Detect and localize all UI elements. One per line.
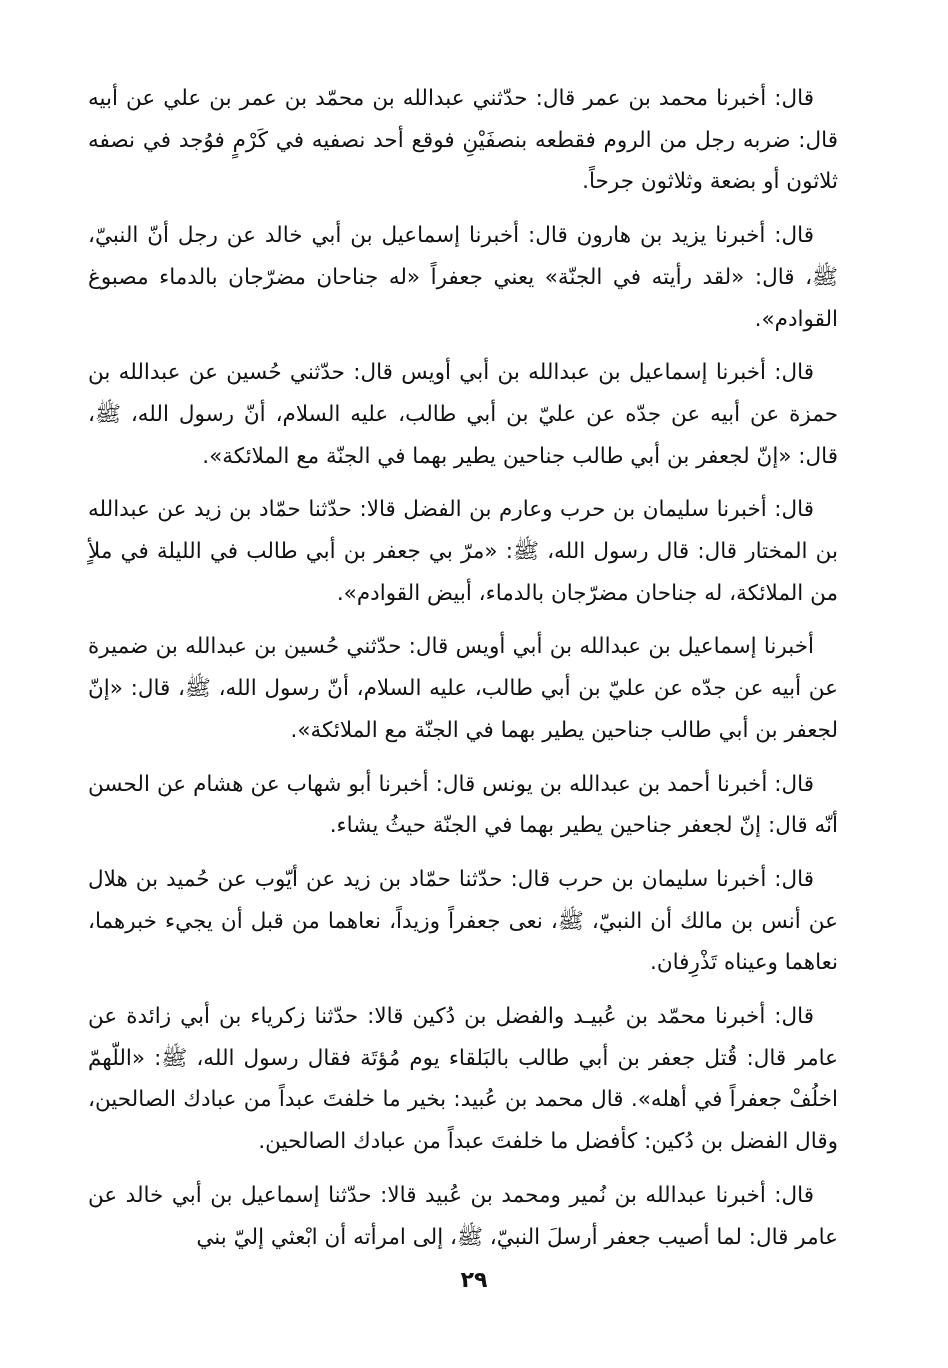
paragraph-6: قال: أخبرنا أحمد بن عبدالله بن يونس قال: أخبرنا أبو شهاب عن هشام عن الحسن أنّه قال: إنّ لجعفر جناحين يطير بهما في الجنّة حيثُ يشاء. bbox=[88, 771, 838, 839]
paragraph-3: قال: أخبرنا إسماعيل بن عبدالله بن أبي أويس قال: حدّثني حُسين عن عبدالله بن حمزة عن أبيه عن جدّه عن عليّ بن أبي طالب، عليه السلام، أنّ رسول الله، ﷺ، قال: «إنّ لجعفر بن أبي طالب جناحين يطير بهما في الجنّة مع الملائكة». bbox=[88, 360, 838, 469]
paragraph-8: قال: أخبرنا محمّد بن عُبيـد والفضل بن دُكين قالا: حدّثنا زكرياء بن أبي زائدة عن عامر قال: قُتل جعفر بن أبي طالب بالبَلقاء يوم مُؤتَة فقال رسول الله، ﷺ: «اللّهمّ اخلُفْ جعفراً في أهله». قال محمد بن عُبيد: بخير ما خلفتَ عبداً من عبادك الصالحين، وقال الفضل بن دُكين: كأفضل ما خلفتَ عبداً من عبادك الصالحين. bbox=[88, 1004, 838, 1155]
paragraph-2: قال: أخبرنا يزيد بن هارون قال: أخبرنا إسماعيل بن أبي خالد عن رجل أنّ النبيّ، ﷺ، قال: «لقد رأيته في الجنّة» يعني جعفراً «له جناحان مضرّجان بالدماء مصبوغ القوادم». bbox=[88, 223, 838, 332]
paragraph-1: قال: أخبرنا محمد بن عمر قال: حدّثني عبدالله بن محمّد بن عمر بن علي عن أبيه قال: ضربه رجل من الروم فقطعه بنصفَيْنِ فوقع أحد نصفيه في كَرْمٍ فوُجد في نصفه ثلاثون أو بضعة وثلاثون جرحاً. bbox=[88, 86, 838, 195]
page-text bbox=[88, 78, 838, 1270]
paragraph-9: قال: أخبرنا عبدالله بن نُمير ومحمد بن عُبيد قالا: حدّثنا إسماعيل بن أبي خالد عن عامر قال: لما أصيب جعفر أرسلَ النبيّ، ﷺ، إلى امرأته أن ابْعثي إليّ بني bbox=[88, 1182, 838, 1250]
paragraph-7: قال: أخبرنا سليمان بن حرب قال: حدّثنا حمّاد بن زيد عن أيّوب عن حُميد بن هلال عن أنس بن مالك أن النبيّ، ﷺ، نعى جعفراً وزيداً، نعاهما من قبل أن يجيء خبرهما، نعاهما وعيناه تَذْرِفان. bbox=[88, 866, 838, 976]
paragraph-4: قال: أخبرنا سليمان بن حرب وعارم بن الفضل قالا: حدّثنا حمّاد بن زيد عن عبدالله بن المختار قال: قال رسول الله، ﷺ: «مرّ بي جعفر بن أبي طالب في الليلة في ملأٍ من الملائكة، له جناحان مضرّجان بالدماء، أبيض القوادم». bbox=[88, 497, 838, 606]
paragraph-5: أخبرنا إسماعيل بن عبدالله بن أبي أويس قال: حدّثني حُسين بن عبدالله بن ضميرة عن أبيه عن جدّه عن عليّ بن أبي طالب، عليه السلام، أنّ رسول الله، ﷺ، قال: «إنّ لجعفر بن أبي طالب جناحين يطير بهما في الجنّة مع الملائكة». bbox=[88, 634, 838, 743]
page-number: ٢٩ bbox=[460, 1268, 488, 1293]
